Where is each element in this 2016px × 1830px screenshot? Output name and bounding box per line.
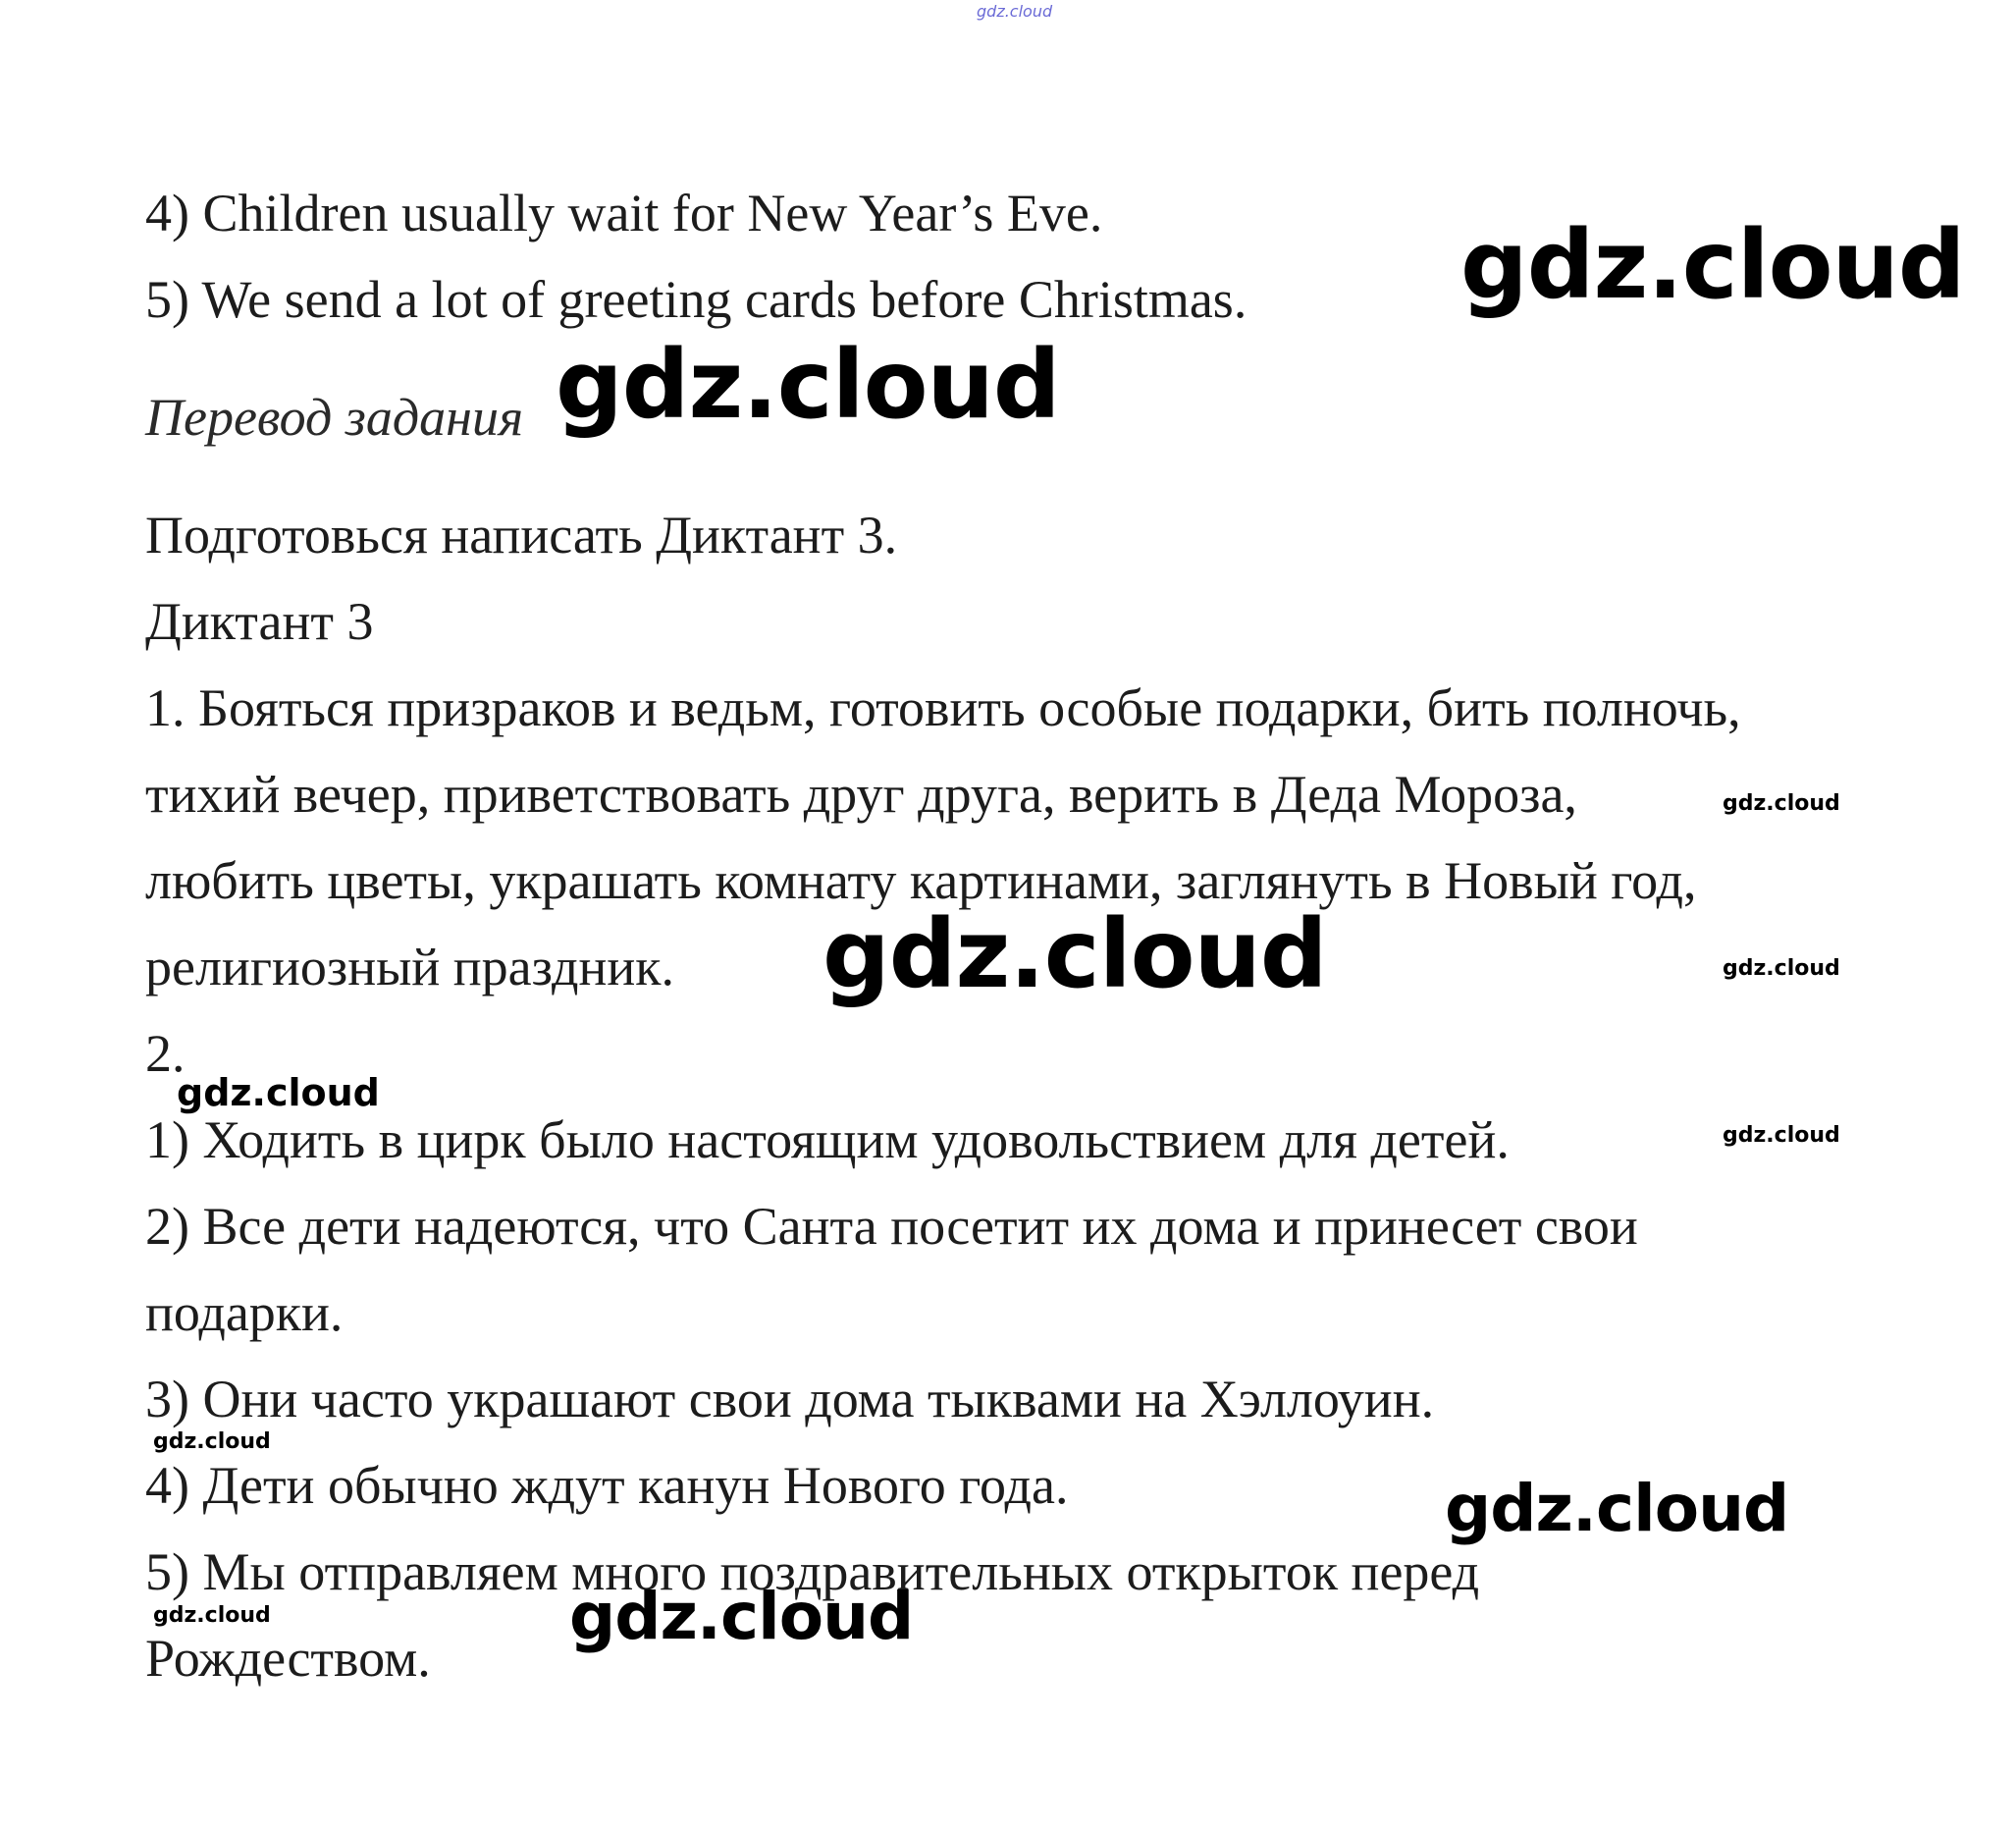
part1-line-4: религиозный праздник. <box>145 938 674 996</box>
part2-line-3: подарки. <box>145 1283 344 1342</box>
part1-line-3: любить цветы, украшать комнату картинами, заглянуть в Новый год, <box>145 851 1697 910</box>
part2-line-4: 3) Они часто украшают свои дома тыквами на Хэллоуин. <box>145 1370 1435 1428</box>
part2-line-5: 4) Дети обычно ждут канун Нового года. <box>145 1456 1069 1515</box>
part2-label: 2. <box>145 1024 186 1083</box>
part2-line-6: 5) Мы отправляем много поздравительных открыток перед <box>145 1542 1480 1601</box>
watermark-small-1: gdz.cloud <box>1723 791 1840 816</box>
watermark-large-5: gdz.cloud <box>569 1579 914 1654</box>
english-sentence-4: 4) Children usually wait for New Year’s Eve. <box>145 184 1103 242</box>
watermark-large-1: gdz.cloud <box>1460 210 1965 320</box>
watermark-large-4: gdz.cloud <box>1445 1471 1789 1546</box>
dictation-title: Диктант 3 <box>145 592 374 651</box>
translation-heading: Перевод задания <box>145 388 524 447</box>
part1-line-1: 1. Бояться призраков и ведьм, готовить особые подарки, бить полночь, <box>145 678 1741 737</box>
part2-line-1: 1) Ходить в цирк было настоящим удовольствием для детей. <box>145 1110 1510 1169</box>
watermark-small-3: gdz.cloud <box>1723 1123 1840 1148</box>
part1-line-2: тихий вечер, приветствовать друг друга, верить в Деда Мороза, <box>145 765 1577 824</box>
part2-line-2: 2) Все дети надеются, что Санта посетит их дома и принесет свои <box>145 1197 1638 1256</box>
task-text: Подготовься написать Диктант 3. <box>145 506 898 565</box>
watermark-small-5: gdz.cloud <box>153 1603 271 1628</box>
watermark-medium-1: gdz.cloud <box>177 1071 380 1114</box>
watermark-small-4: gdz.cloud <box>153 1429 271 1454</box>
part2-line-7: Рождеством. <box>145 1629 431 1688</box>
watermark-large-3: gdz.cloud <box>822 899 1327 1009</box>
watermark-large-2: gdz.cloud <box>556 330 1060 440</box>
english-sentence-5: 5) We send a lot of greeting cards before Christmas. <box>145 270 1247 329</box>
top-watermark: gdz.cloud <box>977 2 1053 21</box>
watermark-small-2: gdz.cloud <box>1723 956 1840 981</box>
